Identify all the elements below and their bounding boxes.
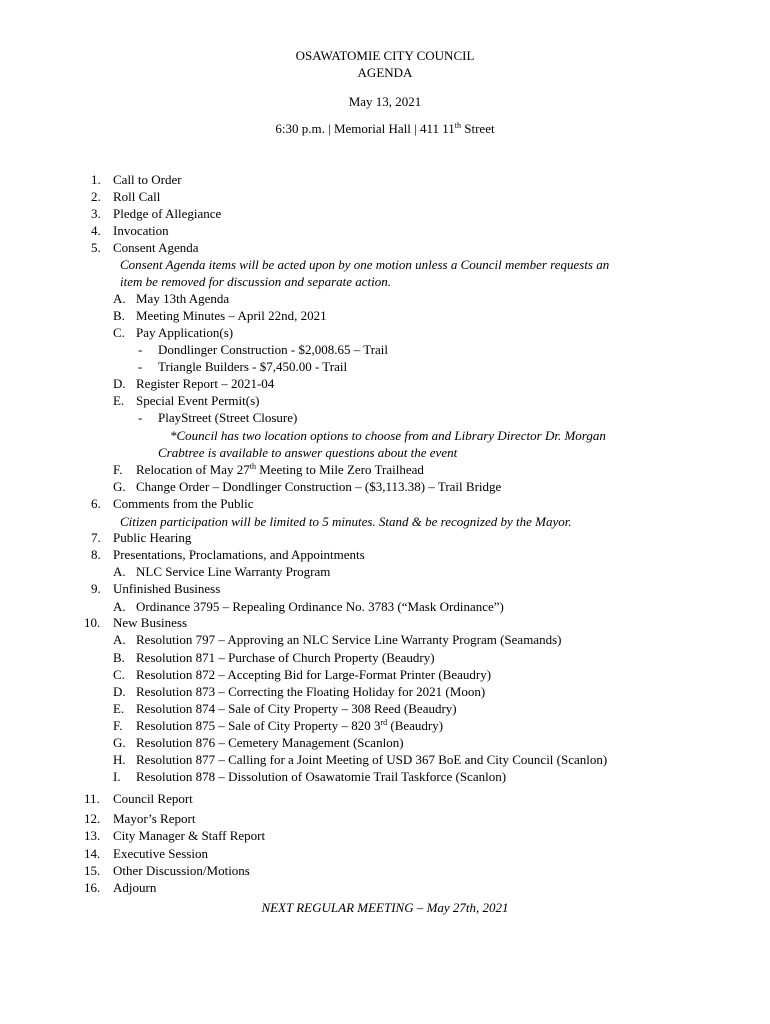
item-new-business: New Business: [113, 615, 188, 630]
pay-app-line: Triangle Builders - $7,450.00 - Trail: [158, 359, 348, 374]
item-pledge: Pledge of Allegiance: [113, 206, 222, 221]
subitem-letter: E.: [113, 701, 125, 716]
item-mayors-report: Mayor’s Report: [113, 811, 196, 826]
subitem-letter: C.: [113, 667, 125, 682]
item-number: 7.: [91, 530, 101, 545]
subitem-letter: G.: [113, 479, 126, 494]
subitem-letter: F.: [113, 718, 123, 733]
subitem-letter: A.: [113, 291, 126, 306]
permit-line: PlayStreet (Street Closure): [158, 410, 298, 425]
resolution-line: Resolution 871 – Purchase of Church Property (Beaudry): [136, 650, 435, 665]
subitem-pay-applications: Pay Application(s): [136, 325, 234, 340]
pay-app-line: Dondlinger Construction - $2,008.65 – Trail: [158, 342, 389, 357]
item-number: 14.: [84, 846, 101, 861]
item-number: 11.: [84, 791, 100, 806]
subitem-letter: F.: [113, 462, 123, 477]
subitem-letter: H.: [113, 752, 126, 767]
permit-note: Crabtree is available to answer questions about the event: [158, 445, 458, 460]
resolution-line: Resolution 874 – Sale of City Property – 308 Reed (Beaudry): [136, 701, 457, 716]
item-number: 5.: [91, 240, 101, 255]
subitem-register-report: Register Report – 2021-04: [136, 376, 275, 391]
resolution-line: Resolution 797 – Approving an NLC Service Line Warranty Program (Seamands): [136, 632, 562, 647]
subitem-letter: D.: [113, 376, 126, 391]
subitem-event-permits: Special Event Permit(s): [136, 393, 260, 408]
subitem-letter: A.: [113, 564, 126, 579]
item-presentations: Presentations, Proclamations, and Appointments: [113, 547, 365, 562]
item-number: 3.: [91, 206, 101, 221]
subitem-letter: D.: [113, 684, 126, 699]
permit-note: *Council has two location options to choose from and Library Director Dr. Morgan: [170, 428, 606, 443]
item-adjourn: Adjourn: [113, 880, 157, 895]
item-number: 2.: [91, 189, 101, 204]
subitem-letter: B.: [113, 308, 125, 323]
subitem-letter: G.: [113, 735, 126, 750]
next-meeting-note: NEXT REGULAR MEETING – May 27th, 2021: [261, 900, 509, 915]
item-city-manager-report: City Manager & Staff Report: [113, 828, 266, 843]
meeting-location: 6:30 p.m. | Memorial Hall | 411 11th Street: [275, 121, 495, 136]
resolution-line: Resolution 876 – Cemetery Management (Scanlon): [136, 735, 404, 750]
subitem-relocation: Relocation of May 27th Meeting to Mile Zero Trailhead: [136, 462, 424, 477]
resolution-line: Resolution 878 – Dissolution of Osawatomie Trail Taskforce (Scanlon): [136, 769, 507, 784]
item-number: 16.: [84, 880, 101, 895]
item-invocation: Invocation: [113, 223, 169, 238]
public-comments-note: Citizen participation will be limited to 5 minutes. Stand & be recognized by the Mayor.: [120, 514, 572, 529]
item-number: 10.: [84, 615, 101, 630]
resolution-line: Resolution 873 – Correcting the Floating Holiday for 2021 (Moon): [136, 684, 486, 699]
item-number: 6.: [91, 496, 101, 511]
subitem-letter: A.: [113, 632, 126, 647]
item-consent-agenda: Consent Agenda: [113, 240, 199, 255]
item-number: 1.: [91, 172, 101, 187]
bullet-dash: -: [138, 359, 143, 374]
resolution-line: Resolution 877 – Calling for a Joint Meeting of USD 367 BoE and City Council (Scanlon): [136, 752, 608, 767]
item-other-discussion: Other Discussion/Motions: [113, 863, 250, 878]
org-title: OSAWATOMIE CITY COUNCIL: [295, 48, 475, 63]
item-public-comments: Comments from the Public: [113, 496, 254, 511]
item-unfinished-business: Unfinished Business: [113, 581, 221, 596]
item-roll-call: Roll Call: [113, 189, 161, 204]
subitem-ordinance: Ordinance 3795 – Repealing Ordinance No. 3783 (“Mask Ordinance”): [136, 599, 504, 614]
consent-note: Consent Agenda items will be acted upon by one motion unless a Council member requests an: [120, 257, 610, 272]
resolution-line: Resolution 872 – Accepting Bid for Large-Format Printer (Beaudry): [136, 667, 492, 682]
subitem-letter: B.: [113, 650, 125, 665]
item-number: 13.: [84, 828, 101, 843]
bullet-dash: -: [138, 410, 143, 425]
item-number: 4.: [91, 223, 101, 238]
subitem-nlc-program: NLC Service Line Warranty Program: [136, 564, 331, 579]
item-executive-session: Executive Session: [113, 846, 208, 861]
consent-note: item be removed for discussion and separate action.: [120, 274, 392, 289]
subitem-minutes: Meeting Minutes – April 22nd, 2021: [136, 308, 327, 323]
subitem-agenda: May 13th Agenda: [136, 291, 230, 306]
item-number: 8.: [91, 547, 101, 562]
subitem-letter: I.: [113, 769, 121, 784]
item-public-hearing: Public Hearing: [113, 530, 192, 545]
item-number: 12.: [84, 811, 101, 826]
doc-title: AGENDA: [357, 65, 413, 80]
item-number: 15.: [84, 863, 101, 878]
item-call-to-order: Call to Order: [113, 172, 182, 187]
subitem-letter: E.: [113, 393, 125, 408]
meeting-date: May 13, 2021: [348, 94, 422, 109]
subitem-change-order: Change Order – Dondlinger Construction – ($3,113.38) – Trail Bridge: [136, 479, 502, 494]
subitem-letter: A.: [113, 599, 126, 614]
item-council-report: Council Report: [113, 791, 193, 806]
bullet-dash: -: [138, 342, 143, 357]
resolution-line: Resolution 875 – Sale of City Property – 820 3rd (Beaudry): [136, 718, 444, 733]
subitem-letter: C.: [113, 325, 125, 340]
item-number: 9.: [91, 581, 101, 596]
